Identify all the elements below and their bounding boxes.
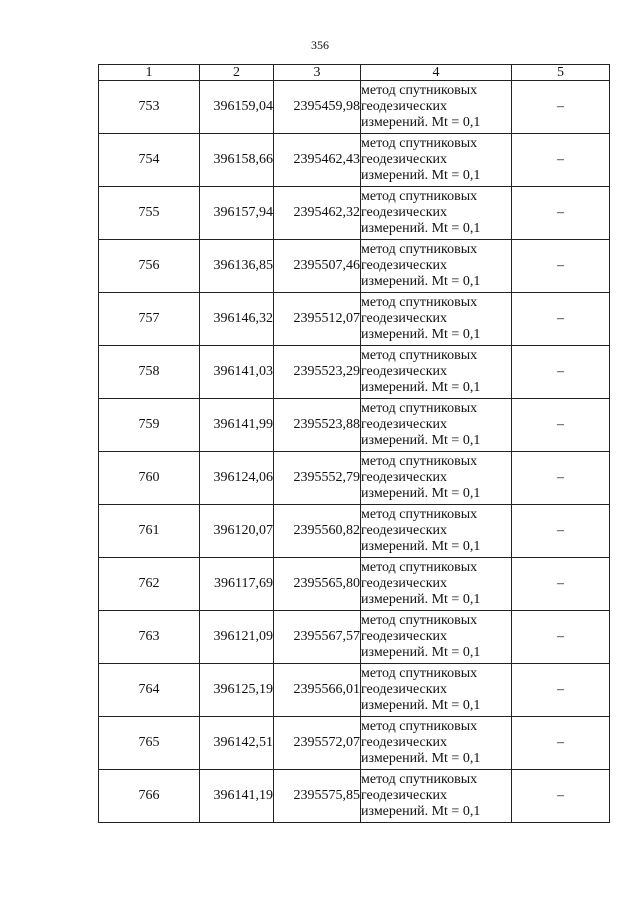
note-cell: – bbox=[512, 293, 610, 346]
y-coordinate-cell: 2395523,88 bbox=[274, 399, 361, 452]
note-cell: – bbox=[512, 770, 610, 823]
y-coordinate-cell: 2395560,82 bbox=[274, 505, 361, 558]
method-cell: метод спутниковых геодезических измерений. Mt = 0,1 bbox=[361, 452, 512, 505]
point-number-cell: 755 bbox=[99, 187, 200, 240]
x-coordinate-cell: 396157,94 bbox=[200, 187, 274, 240]
table-row bbox=[99, 558, 610, 611]
note-cell: – bbox=[512, 399, 610, 452]
method-cell: метод спутниковых геодезических измерений. Mt = 0,1 bbox=[361, 770, 512, 823]
note-cell: – bbox=[512, 452, 610, 505]
x-coordinate-cell: 396141,99 bbox=[200, 399, 274, 452]
method-cell: метод спутниковых геодезических измерений. Mt = 0,1 bbox=[361, 81, 512, 134]
table-row bbox=[99, 81, 610, 134]
column-header: 4 bbox=[361, 65, 512, 81]
note-cell: – bbox=[512, 717, 610, 770]
table-row bbox=[99, 399, 610, 452]
point-number-cell: 757 bbox=[99, 293, 200, 346]
x-coordinate-cell: 396124,06 bbox=[200, 452, 274, 505]
note-cell: – bbox=[512, 505, 610, 558]
method-cell: метод спутниковых геодезических измерений. Mt = 0,1 bbox=[361, 187, 512, 240]
method-cell: метод спутниковых геодезических измерений. Mt = 0,1 bbox=[361, 240, 512, 293]
y-coordinate-cell: 2395575,85 bbox=[274, 770, 361, 823]
x-coordinate-cell: 396125,19 bbox=[200, 664, 274, 717]
table-row bbox=[99, 505, 610, 558]
table-row bbox=[99, 240, 610, 293]
y-coordinate-cell: 2395462,32 bbox=[274, 187, 361, 240]
point-number-cell: 763 bbox=[99, 611, 200, 664]
y-coordinate-cell: 2395512,07 bbox=[274, 293, 361, 346]
table-row bbox=[99, 346, 610, 399]
note-cell: – bbox=[512, 81, 610, 134]
point-number-cell: 753 bbox=[99, 81, 200, 134]
note-cell: – bbox=[512, 664, 610, 717]
point-number-cell: 766 bbox=[99, 770, 200, 823]
y-coordinate-cell: 2395565,80 bbox=[274, 558, 361, 611]
table-body bbox=[99, 81, 610, 823]
table-header-row bbox=[99, 65, 610, 81]
x-coordinate-cell: 396142,51 bbox=[200, 717, 274, 770]
y-coordinate-cell: 2395552,79 bbox=[274, 452, 361, 505]
point-number-cell: 754 bbox=[99, 134, 200, 187]
table-row bbox=[99, 770, 610, 823]
point-number-cell: 762 bbox=[99, 558, 200, 611]
x-coordinate-cell: 396146,32 bbox=[200, 293, 274, 346]
note-cell: – bbox=[512, 240, 610, 293]
x-coordinate-cell: 396141,03 bbox=[200, 346, 274, 399]
method-cell: метод спутниковых геодезических измерений. Mt = 0,1 bbox=[361, 399, 512, 452]
point-number-cell: 758 bbox=[99, 346, 200, 399]
x-coordinate-cell: 396158,66 bbox=[200, 134, 274, 187]
x-coordinate-cell: 396121,09 bbox=[200, 611, 274, 664]
y-coordinate-cell: 2395462,43 bbox=[274, 134, 361, 187]
note-cell: – bbox=[512, 346, 610, 399]
x-coordinate-cell: 396136,85 bbox=[200, 240, 274, 293]
column-header: 3 bbox=[274, 65, 361, 81]
page-number: 356 bbox=[311, 38, 329, 52]
x-coordinate-cell: 396117,69 bbox=[200, 558, 274, 611]
y-coordinate-cell: 2395523,29 bbox=[274, 346, 361, 399]
point-number-cell: 765 bbox=[99, 717, 200, 770]
point-number-cell: 759 bbox=[99, 399, 200, 452]
table-row bbox=[99, 187, 610, 240]
method-cell: метод спутниковых геодезических измерений. Mt = 0,1 bbox=[361, 558, 512, 611]
point-number-cell: 764 bbox=[99, 664, 200, 717]
y-coordinate-cell: 2395459,98 bbox=[274, 81, 361, 134]
note-cell: – bbox=[512, 558, 610, 611]
x-coordinate-cell: 396159,04 bbox=[200, 81, 274, 134]
x-coordinate-cell: 396141,19 bbox=[200, 770, 274, 823]
table-row bbox=[99, 611, 610, 664]
table-row bbox=[99, 664, 610, 717]
point-number-cell: 756 bbox=[99, 240, 200, 293]
note-cell: – bbox=[512, 187, 610, 240]
method-cell: метод спутниковых геодезических измерений. Mt = 0,1 bbox=[361, 664, 512, 717]
x-coordinate-cell: 396120,07 bbox=[200, 505, 274, 558]
column-header: 2 bbox=[200, 65, 274, 81]
method-cell: метод спутниковых геодезических измерений. Mt = 0,1 bbox=[361, 346, 512, 399]
column-header: 1 bbox=[99, 65, 200, 81]
method-cell: метод спутниковых геодезических измерений. Mt = 0,1 bbox=[361, 293, 512, 346]
y-coordinate-cell: 2395566,01 bbox=[274, 664, 361, 717]
table-row bbox=[99, 293, 610, 346]
method-cell: метод спутниковых геодезических измерений. Mt = 0,1 bbox=[361, 505, 512, 558]
table-row bbox=[99, 452, 610, 505]
column-header: 5 bbox=[512, 65, 610, 81]
y-coordinate-cell: 2395567,57 bbox=[274, 611, 361, 664]
table-row bbox=[99, 134, 610, 187]
method-cell: метод спутниковых геодезических измерений. Mt = 0,1 bbox=[361, 717, 512, 770]
y-coordinate-cell: 2395572,07 bbox=[274, 717, 361, 770]
note-cell: – bbox=[512, 611, 610, 664]
coordinates-table bbox=[98, 64, 610, 823]
y-coordinate-cell: 2395507,46 bbox=[274, 240, 361, 293]
table-row bbox=[99, 717, 610, 770]
method-cell: метод спутниковых геодезических измерений. Mt = 0,1 bbox=[361, 611, 512, 664]
point-number-cell: 760 bbox=[99, 452, 200, 505]
point-number-cell: 761 bbox=[99, 505, 200, 558]
note-cell: – bbox=[512, 134, 610, 187]
method-cell: метод спутниковых геодезических измерений. Mt = 0,1 bbox=[361, 134, 512, 187]
